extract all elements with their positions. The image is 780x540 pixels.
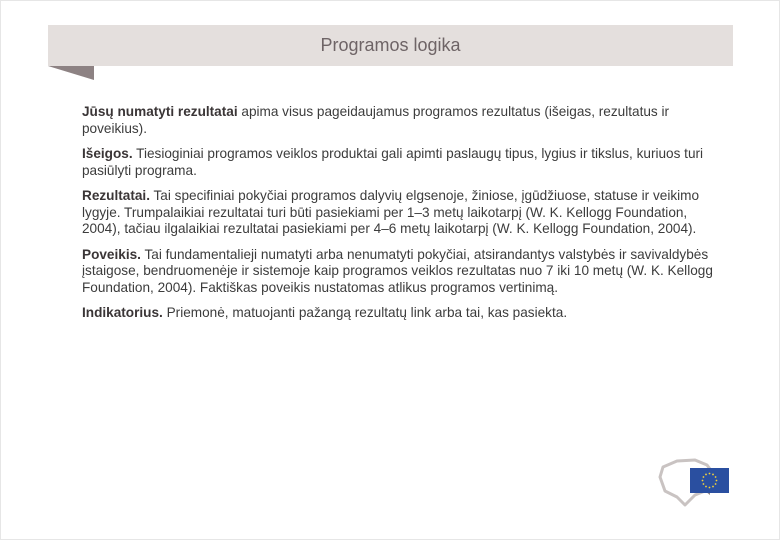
eu-star-icon <box>703 483 705 485</box>
page-title: Programos logika <box>320 35 461 55</box>
eu-star-icon <box>715 476 717 478</box>
definition-text: Tiesioginiai programos veiklos produktai gali apimti paslaugų tipus, lygius ir tikslus, kuriuos turi pasiūlyti programa. <box>82 146 704 178</box>
definition-term: Jūsų numatyti rezultatai <box>82 104 238 119</box>
eu-star-icon <box>712 474 714 476</box>
definition-paragraph <box>82 146 722 179</box>
definition-paragraph <box>82 305 722 322</box>
eu-star-icon <box>709 473 711 475</box>
definition-text: Priemonė, matuojanti pažangą rezultatų link arba tai, kas pasiekta. <box>162 305 568 320</box>
definition-text: Tai specifiniai pokyčiai programos dalyvių elgsenoje, žiniose, įgūdžiuose, statuse ir veikimo lygyje. Trumpalaikiai rezultatai turi būti pasiekiami per 1–3 metų laikotarpį (W. K. Kellogg Foundation, 2004), tačiau ilgalaikiai rezultatai pasiekiami per 4–6 metų laikotarpį (W. K. Kellogg Foundation, 2004). <box>82 188 700 236</box>
eu-star-icon <box>705 474 707 476</box>
definition-term: Išeigos. <box>82 146 133 161</box>
definition-term: Indikatorius. <box>82 305 163 320</box>
eu-flag-icon <box>690 468 729 493</box>
definition-text: Tai fundamentalieji numatyti arba nenumatyti pokyčiai, atsirandantys valstybės ir savivaldybės įstaigose, bendruomenėje ir sistemoje kaip programos veiklos rezultatas nuo 7 iki 10 metų (W. K. Kellogg Foundation, 2004). Faktiškas poveikis nustatomas atlikus programos vertinimą. <box>82 246 713 295</box>
definition-paragraph <box>82 247 722 297</box>
lithuania-eu-logo <box>655 455 735 515</box>
definition-paragraph <box>82 188 722 238</box>
eu-star-icon <box>705 486 707 488</box>
definition-term: Rezultatai. <box>82 188 150 203</box>
eu-star-icon <box>709 487 711 489</box>
eu-star-icon <box>702 480 704 482</box>
definitions-list <box>82 104 722 331</box>
definition-term: Poveikis. <box>82 246 141 262</box>
definition-text: apima visus pageidaujamus programos rezultatus (išeigas, rezultatus ir poveikius). <box>82 104 670 136</box>
eu-star-icon <box>716 480 718 482</box>
eu-star-icon <box>712 486 714 488</box>
banner-fold <box>48 66 94 80</box>
eu-star-icon <box>703 476 705 478</box>
definition-paragraph <box>82 104 722 137</box>
title-banner <box>48 25 733 66</box>
eu-star-icon <box>715 483 717 485</box>
